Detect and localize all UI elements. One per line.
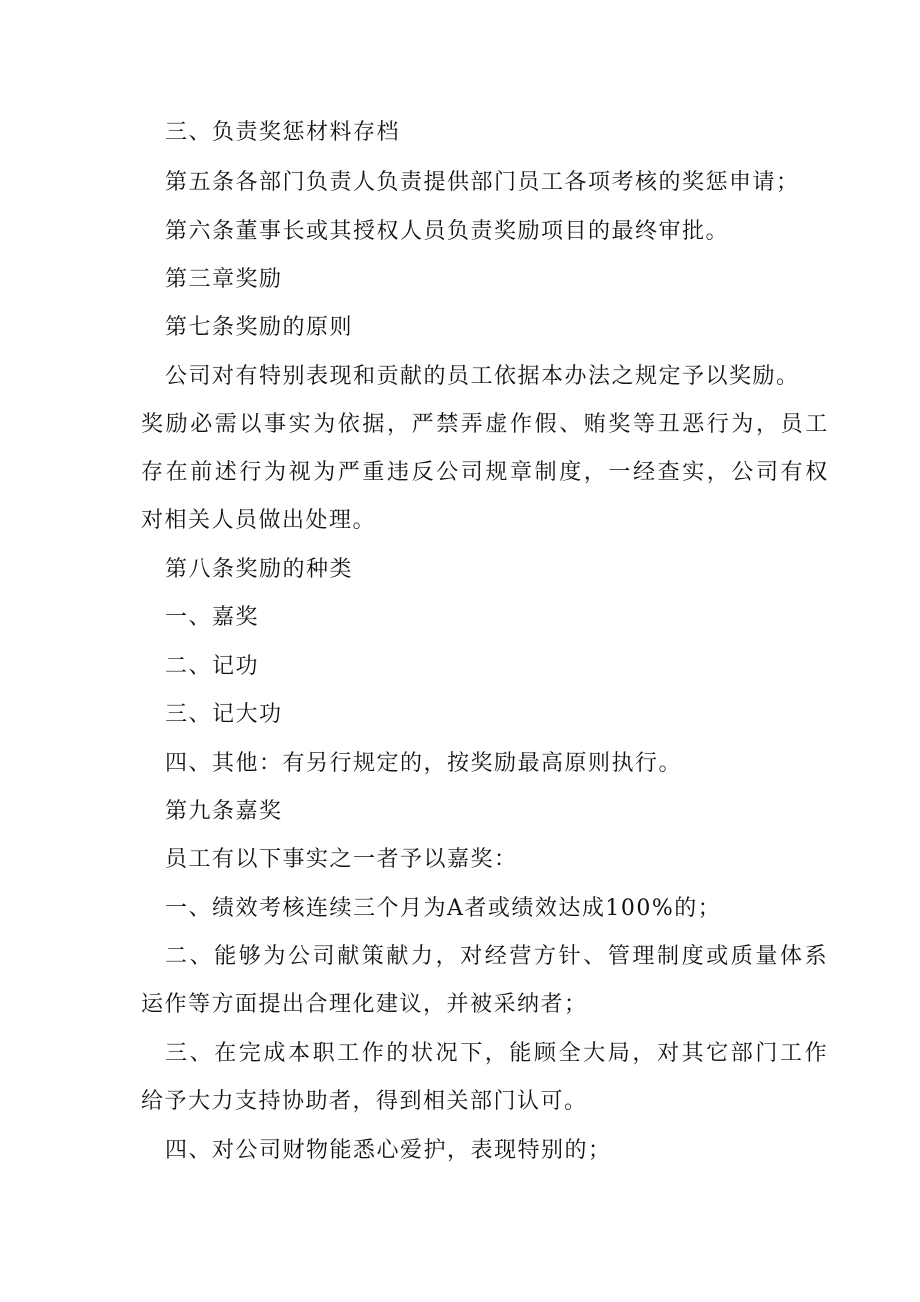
list-item: 二、记功 <box>165 654 260 679</box>
list-item: 一、绩效考核连续三个月为A者或绩效达成100%的； <box>165 896 722 921</box>
article-heading: 第九条嘉奖 <box>165 799 283 824</box>
chapter-heading: 第三章奖励 <box>165 267 283 292</box>
list-item: 四、其他：有另行规定的，按奖励最高原则执行。 <box>165 751 683 776</box>
text-line: 第五条各部门负责人负责提供部门员工各项考核的奖惩申请； <box>165 170 800 195</box>
list-item: 三、记大功 <box>165 702 283 727</box>
text-line: 公司对有特别表现和贡献的员工依据本办法之规定予以奖励。 <box>165 364 800 389</box>
text-line: 存在前述行为视为严重违反公司规章制度，一经查实，公司有权 <box>141 460 830 485</box>
text-line: 奖励必需以事实为依据，严禁弄虚作假、贿奖等丑恶行为，员工 <box>141 412 830 437</box>
list-item: 二、能够为公司献策献力，对经营方针、管理制度或质量体系 <box>165 944 830 969</box>
text-line: 给予大力支持协助者，得到相关部门认可。 <box>141 1089 588 1114</box>
list-item: 一、嘉奖 <box>165 605 260 630</box>
list-item: 四、对公司财物能悉心爱护，表现特别的； <box>165 1138 612 1163</box>
text-line: 三、负责奖惩材料存档 <box>165 120 401 145</box>
text-line: 员工有以下事实之一者予以嘉奖： <box>165 847 518 872</box>
text-line: 运作等方面提出合理化建议，并被采纳者； <box>141 992 588 1017</box>
list-item: 三、在完成本职工作的状况下，能顾全大局，对其它部门工作 <box>165 1041 830 1066</box>
text-line: 对相关人员做出处理。 <box>141 508 377 533</box>
text-line: 第六条董事长或其授权人员负责奖励项目的最终审批。 <box>165 219 730 244</box>
article-heading: 第七条奖励的原则 <box>165 315 354 340</box>
article-heading: 第八条奖励的种类 <box>165 557 354 582</box>
